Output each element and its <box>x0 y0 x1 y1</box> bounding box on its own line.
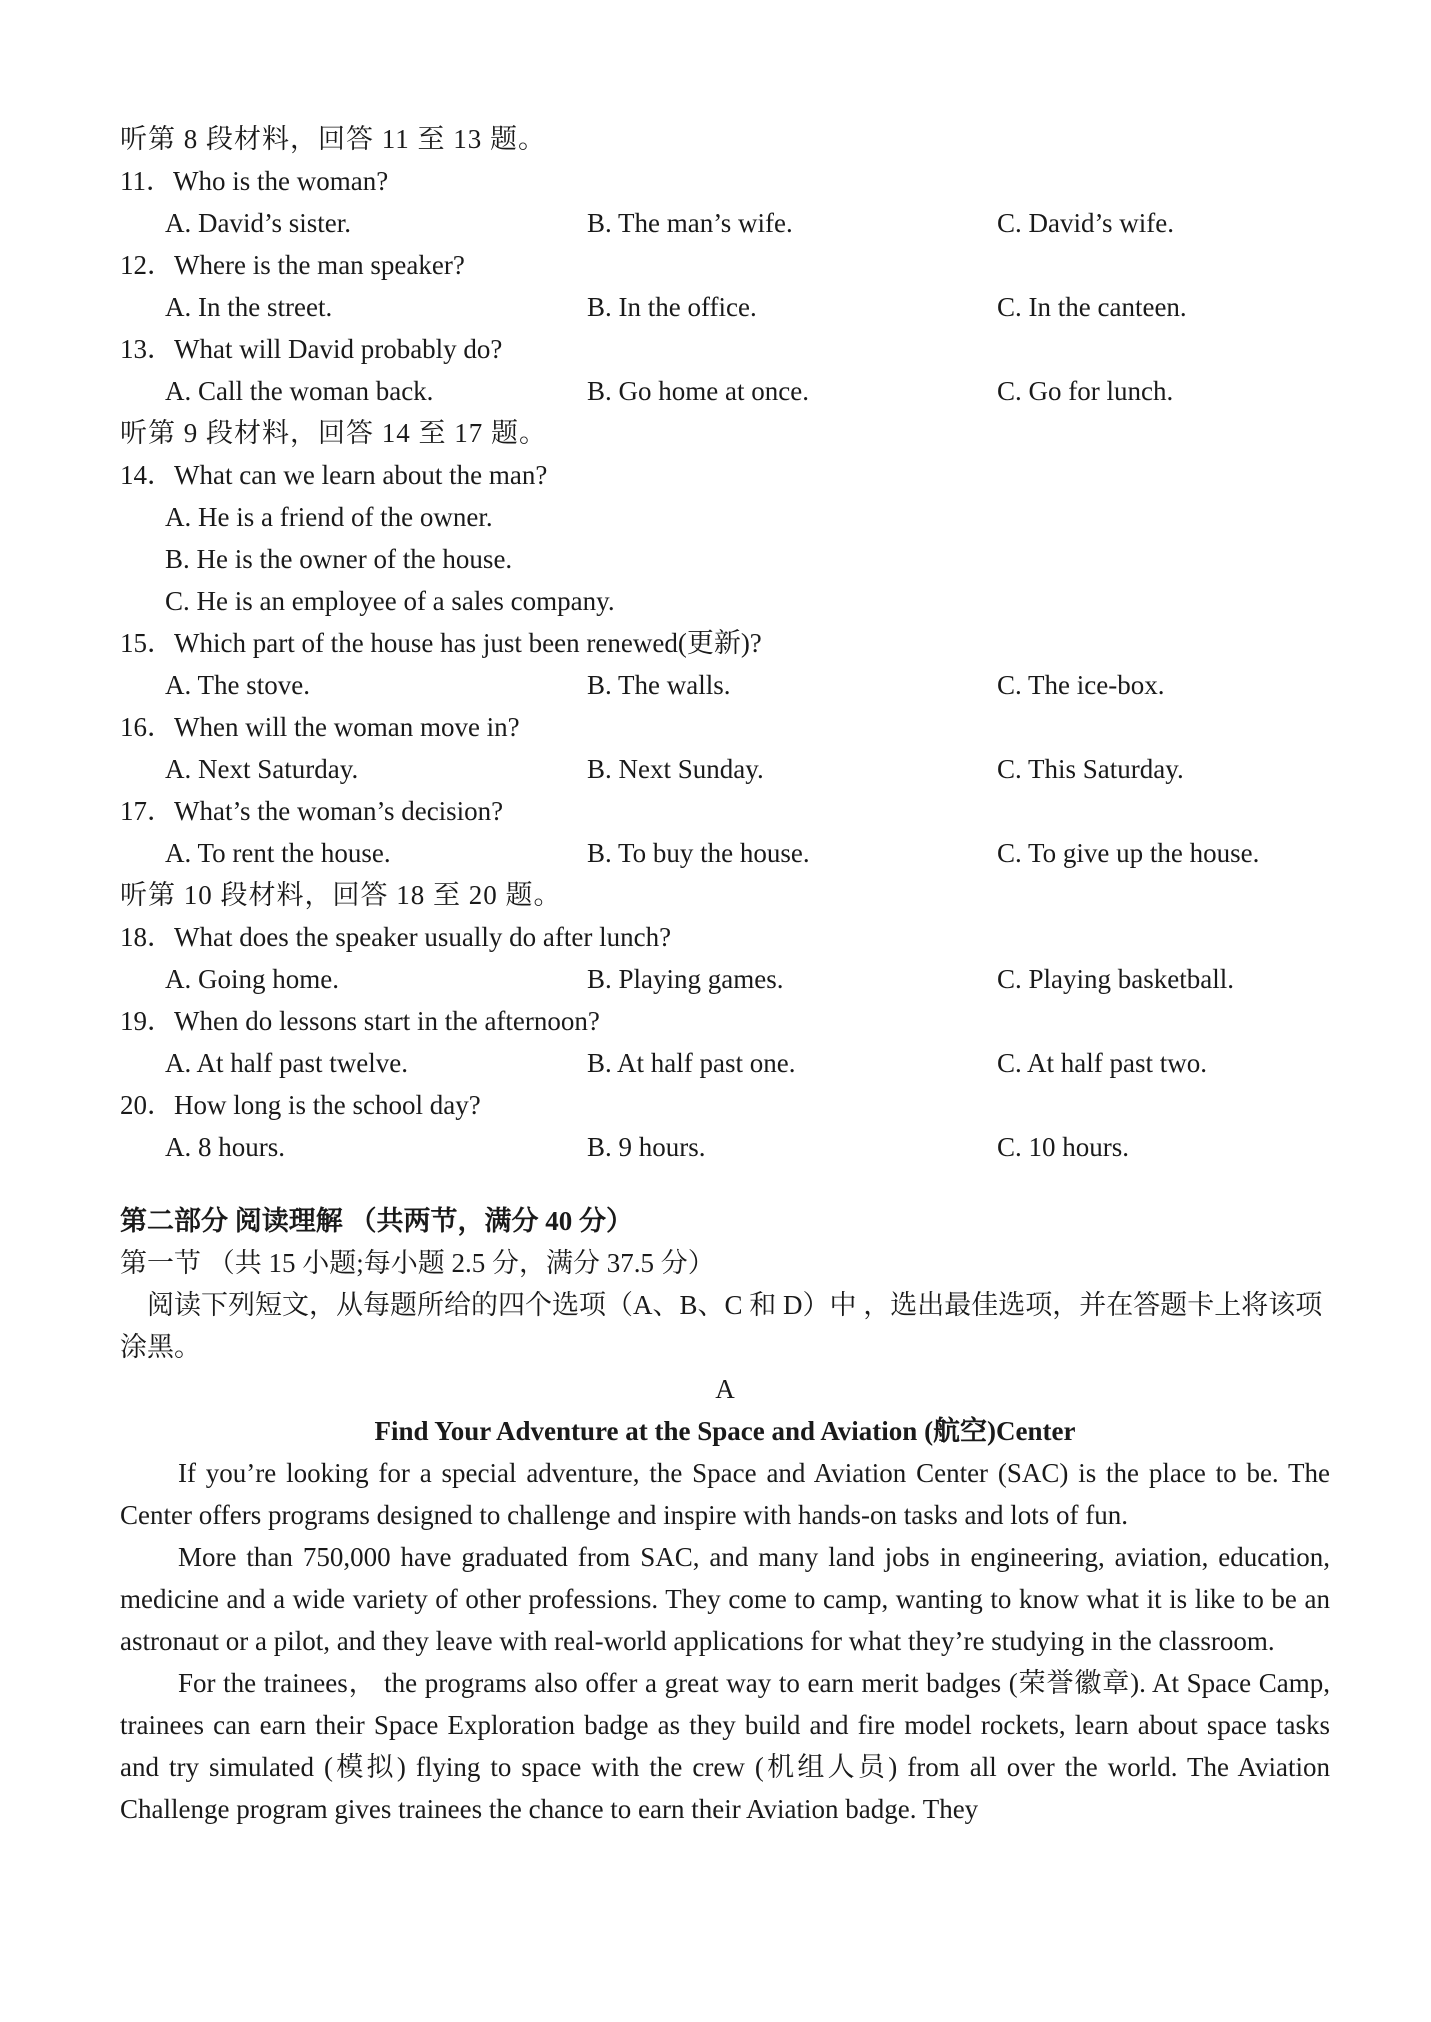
option-a: A. In the street. <box>165 292 333 322</box>
question-20-stem: 20．How long is the school day? <box>120 1090 481 1120</box>
question-11-stem: 11．Who is the woman? <box>120 166 389 196</box>
option-c: C. The ice-box. <box>997 670 1165 700</box>
question-19-stem: 19．When do lessons start in the afternoon? <box>120 1006 600 1036</box>
passage-paragraph-3: For the trainees， the programs also offer a great way to earn merit badges (荣誉徽章). At Space Camp, trainees can earn their Space Exploration badge as they build and fire model rockets, learn about space tasks and try simulated (模拟) flying to space with the crew (机组人员) from all over the world. The Aviation Challenge program gives trainees the chance to earn their Aviation badge. They <box>120 1668 1330 1824</box>
option-c: C. David’s wife. <box>997 208 1174 238</box>
question-16-options <box>120 748 1330 790</box>
question-19-options <box>120 1042 1330 1084</box>
question-11-options <box>120 202 1330 244</box>
option-b: B. He is the owner of the house. <box>165 544 513 574</box>
section-header-9: 听第 9 段材料，回答 14 至 17 题。 <box>120 418 547 448</box>
passage-title: Find Your Adventure at the Space and Aviation (航空)Center <box>374 1416 1076 1446</box>
option-b: B. 9 hours. <box>587 1132 706 1162</box>
exam-page <box>120 118 1330 1830</box>
passage-paragraph-1: If you’re looking for a special adventure, the Space and Aviation Center (SAC) is the place to be. The Center offers programs designed to challenge and inspire with hands-on tasks and lots of fun. <box>120 1458 1330 1530</box>
section-header-8: 听第 8 段材料，回答 11 至 13 题。 <box>120 124 546 154</box>
question-20-options <box>120 1126 1330 1168</box>
option-b: B. To buy the house. <box>587 838 810 868</box>
option-b: B. The walls. <box>587 670 731 700</box>
question-18-stem: 18．What does the speaker usually do after lunch? <box>120 922 672 952</box>
question-18-options <box>120 958 1330 1000</box>
option-b: B. Go home at once. <box>587 376 809 406</box>
option-a: A. The stove. <box>165 670 310 700</box>
option-b: B. At half past one. <box>587 1048 796 1078</box>
section-header-10: 听第 10 段材料，回答 18 至 20 题。 <box>120 880 562 910</box>
option-c: C. He is an employee of a sales company. <box>165 586 615 616</box>
option-a: A. He is a friend of the owner. <box>165 502 493 532</box>
question-13-options <box>120 370 1330 412</box>
option-b: B. In the office. <box>587 292 757 322</box>
option-c: C. To give up the house. <box>997 838 1260 868</box>
option-b: B. Next Sunday. <box>587 754 764 784</box>
passage-paragraph-2: More than 750,000 have graduated from SAC, and many land jobs in engineering, aviation, education, medicine and a wide variety of other professions. They come to camp, wanting to know what it is like to be an astronaut or a pilot, and they leave with real-world applications for what they’re studying in the classroom. <box>120 1542 1330 1656</box>
question-12-stem: 12．Where is the man speaker? <box>120 250 465 280</box>
option-c: C. At half past two. <box>997 1048 1207 1078</box>
option-a: A. Going home. <box>165 964 339 994</box>
option-a: A. 8 hours. <box>165 1132 285 1162</box>
option-c: C. Go for lunch. <box>997 376 1174 406</box>
question-15-options <box>120 664 1330 706</box>
question-15-stem: 15．Which part of the house has just been renewed(更新)? <box>120 628 762 658</box>
option-c: C. In the canteen. <box>997 292 1187 322</box>
question-17-stem: 17．What’s the woman’s decision? <box>120 796 504 826</box>
option-c: C. Playing basketball. <box>997 964 1234 994</box>
spacer <box>120 1168 1330 1200</box>
part-two-title: 第二部分 阅读理解 （共两节，满分 40 分） <box>120 1206 633 1236</box>
option-c: C. 10 hours. <box>997 1132 1130 1162</box>
option-a: A. To rent the house. <box>165 838 391 868</box>
passage-letter: A <box>715 1374 735 1404</box>
option-a: A. David’s sister. <box>165 208 351 238</box>
section-one-title: 第一节 （共 15 小题;每小题 2.5 分，满分 37.5 分） <box>120 1248 715 1278</box>
option-b: B. The man’s wife. <box>587 208 793 238</box>
question-17-options <box>120 832 1330 874</box>
question-13-stem: 13．What will David probably do? <box>120 334 503 364</box>
question-14-stem: 14．What can we learn about the man? <box>120 460 548 490</box>
option-a: A. Call the woman back. <box>165 376 434 406</box>
option-c: C. This Saturday. <box>997 754 1184 784</box>
option-a: A. At half past twelve. <box>165 1048 408 1078</box>
reading-instruction: 阅读下列短文，从每题所给的四个选项（A、B、C 和 D）中 ，选出最佳选项，并在答题卡上将该项涂黑。 <box>120 1290 1323 1362</box>
question-12-options <box>120 286 1330 328</box>
option-a: A. Next Saturday. <box>165 754 359 784</box>
question-16-stem: 16．When will the woman move in? <box>120 712 520 742</box>
option-b: B. Playing games. <box>587 964 784 994</box>
